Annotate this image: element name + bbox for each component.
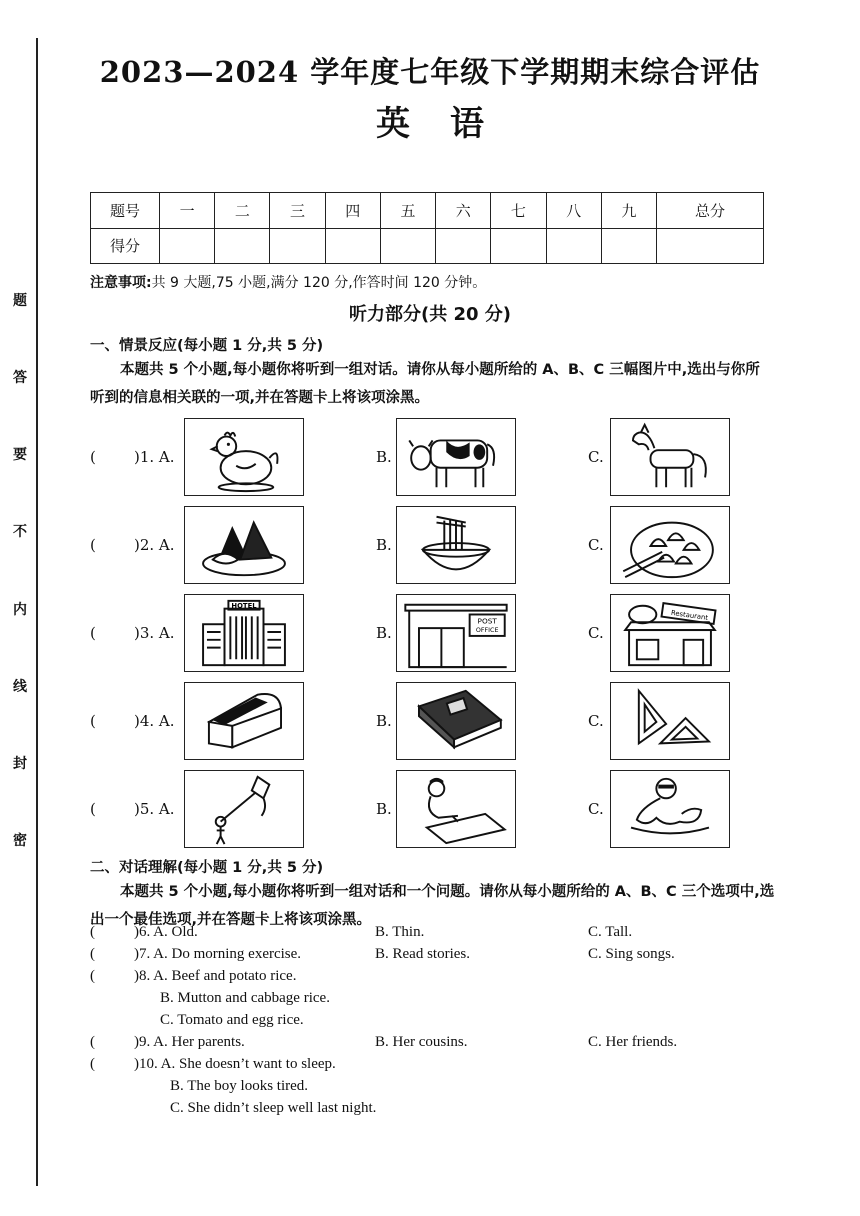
q7-option-a[interactable]: )7. A. Do morning exercise. [134, 946, 302, 962]
margin-char: 密 [13, 832, 27, 849]
post-sign-line2: OFFICE [475, 627, 499, 635]
score-cell[interactable] [546, 228, 601, 264]
answer-paren[interactable]: ( [90, 968, 95, 984]
set-square-icon[interactable] [610, 682, 730, 760]
option-b-label: B. [376, 536, 392, 554]
margin-char: 封 [13, 755, 27, 772]
option-b-label: B. [376, 712, 392, 730]
q8-option-c[interactable]: C. Tomato and egg rice. [160, 1012, 304, 1028]
score-cell[interactable] [436, 228, 491, 264]
restaurant-icon[interactable] [610, 594, 730, 672]
answer-paren[interactable]: ( [90, 800, 96, 818]
margin-char: 线 [13, 678, 27, 695]
score-header-cell: 七 [491, 193, 546, 229]
picture-question-4 [90, 682, 780, 764]
hotel-sign-text: HOTEL [231, 602, 257, 611]
q6-option-c[interactable]: C. Tall. [588, 924, 633, 940]
section1-instruction: 本题共 5 个小题,每小题你将听到一组对话。请你从每小题所给的 A、B、C 三幅图片中,选出与你所听到的信息相关联的一项,并在答题卡上将该项涂黑。 [90, 362, 760, 406]
option-b-label: B. [376, 624, 392, 642]
answer-paren[interactable]: ( [90, 536, 96, 554]
binding-line [36, 38, 38, 1186]
margin-char: 答 [13, 370, 27, 387]
score-row-label: 得分 [91, 228, 160, 264]
picture-question-5 [90, 770, 780, 852]
skateboard-icon[interactable] [610, 770, 730, 848]
notes-text: 共 9 大题,75 小题,满分 120 分,作答时间 120 分钟。 [151, 275, 487, 291]
post-office-icon[interactable] [396, 594, 516, 672]
score-header-cell: 四 [325, 193, 380, 229]
question-number: )2. A. [134, 536, 175, 554]
option-b-label: B. [376, 800, 392, 818]
option-c-label: C. [588, 448, 604, 466]
horse-icon[interactable] [610, 418, 730, 496]
score-cell[interactable] [601, 228, 656, 264]
picture-question-1 [90, 418, 780, 500]
option-c-label: C. [588, 800, 604, 818]
section2-instruction: 本题共 5 个小题,每小题你将听到一组对话和一个问题。请你从每小题所给的 A、B、C 三个选项中,选出一个最佳选项,并在答题卡上将该项涂黑。 [90, 884, 775, 928]
q7-option-c[interactable]: C. Sing songs. [588, 946, 675, 962]
question-number: )1. A. [134, 448, 175, 466]
score-header-cell: 八 [546, 193, 601, 229]
score-header-cell: 五 [380, 193, 435, 229]
answer-paren[interactable]: ( [90, 448, 96, 466]
answer-paren[interactable]: ( [90, 624, 96, 642]
score-cell[interactable] [215, 228, 270, 264]
hotel-icon[interactable] [184, 594, 304, 672]
option-c-label: C. [588, 712, 604, 730]
score-header-cell: 九 [601, 193, 656, 229]
score-table [90, 192, 764, 264]
listening-part-title: 听力部分(共 20 分) [348, 304, 512, 325]
score-cell[interactable] [656, 228, 763, 264]
score-cell[interactable] [160, 228, 215, 264]
restaurant-sign-text: Restaurant [670, 608, 709, 622]
question-number: )5. A. [134, 800, 175, 818]
q9-option-c[interactable]: C. Her friends. [588, 1034, 678, 1050]
q6-option-b[interactable]: B. Thin. [375, 924, 425, 940]
subject-title: 英语 [376, 104, 524, 144]
margin-char: 题 [13, 293, 27, 309]
score-header-cell: 三 [270, 193, 325, 229]
q7-option-b[interactable]: B. Read stories. [375, 946, 470, 962]
option-b-label: B. [376, 448, 392, 466]
score-header-cell: 总分 [656, 193, 763, 229]
score-table-score-row [91, 228, 764, 264]
score-cell[interactable] [491, 228, 546, 264]
q8-option-a[interactable]: )8. A. Beef and potato rice. [134, 968, 297, 984]
kite-icon[interactable] [184, 770, 304, 848]
answer-paren[interactable]: ( [90, 1056, 95, 1072]
notes-label: 注意事项: [90, 275, 152, 291]
score-header-cell: 六 [436, 193, 491, 229]
q10-option-b[interactable]: B. The boy looks tired. [170, 1078, 309, 1094]
answer-paren[interactable]: ( [90, 712, 96, 730]
margin-char: 内 [13, 601, 27, 618]
dumplings-icon[interactable] [610, 506, 730, 584]
cow-icon[interactable] [396, 418, 516, 496]
question-number: )4. A. [134, 712, 175, 730]
eraser-icon[interactable] [184, 682, 304, 760]
zongzi-icon[interactable] [184, 506, 304, 584]
score-table-header-row [91, 193, 764, 229]
q6-option-a[interactable]: )6. A. Old. [134, 924, 198, 940]
binding-margin-text [8, 290, 32, 850]
q9-option-b[interactable]: B. Her cousins. [375, 1034, 468, 1050]
score-header-cell: 一 [160, 193, 215, 229]
exam-notes [90, 272, 486, 292]
margin-char: 不 [13, 524, 27, 541]
hen-icon[interactable] [184, 418, 304, 496]
noodles-icon[interactable] [396, 506, 516, 584]
book-icon[interactable] [396, 682, 516, 760]
section2-heading: 二、对话理解(每小题 1 分,共 5 分) [90, 860, 324, 876]
post-sign-line1: POST [477, 616, 497, 626]
score-header-cell: 二 [215, 193, 270, 229]
drawing-icon[interactable] [396, 770, 516, 848]
score-cell[interactable] [270, 228, 325, 264]
picture-question-2 [90, 506, 780, 588]
option-c-label: C. [588, 624, 604, 642]
q10-option-a[interactable]: )10. A. She doesn’t want to sleep. [134, 1056, 336, 1072]
picture-question-3 [90, 594, 780, 676]
q9-option-a[interactable]: )9. A. Her parents. [134, 1034, 245, 1050]
section1-heading: 一、情景反应(每小题 1 分,共 5 分) [90, 338, 324, 354]
answer-paren[interactable]: ( [90, 924, 95, 940]
question-number: )3. A. [134, 624, 175, 642]
score-cell[interactable] [325, 228, 380, 264]
score-cell[interactable] [380, 228, 435, 264]
score-header-cell: 题号 [91, 193, 160, 229]
q8-option-b[interactable]: B. Mutton and cabbage rice. [160, 990, 330, 1006]
exam-title: 2023—2024 学年度七年级下学期期末综合评估 [99, 55, 761, 89]
option-c-label: C. [588, 536, 604, 554]
answer-paren[interactable]: ( [90, 946, 95, 962]
q10-option-c[interactable]: C. She didn’t sleep well last night. [170, 1100, 377, 1116]
answer-paren[interactable]: ( [90, 1034, 95, 1050]
margin-char: 要 [13, 447, 27, 464]
